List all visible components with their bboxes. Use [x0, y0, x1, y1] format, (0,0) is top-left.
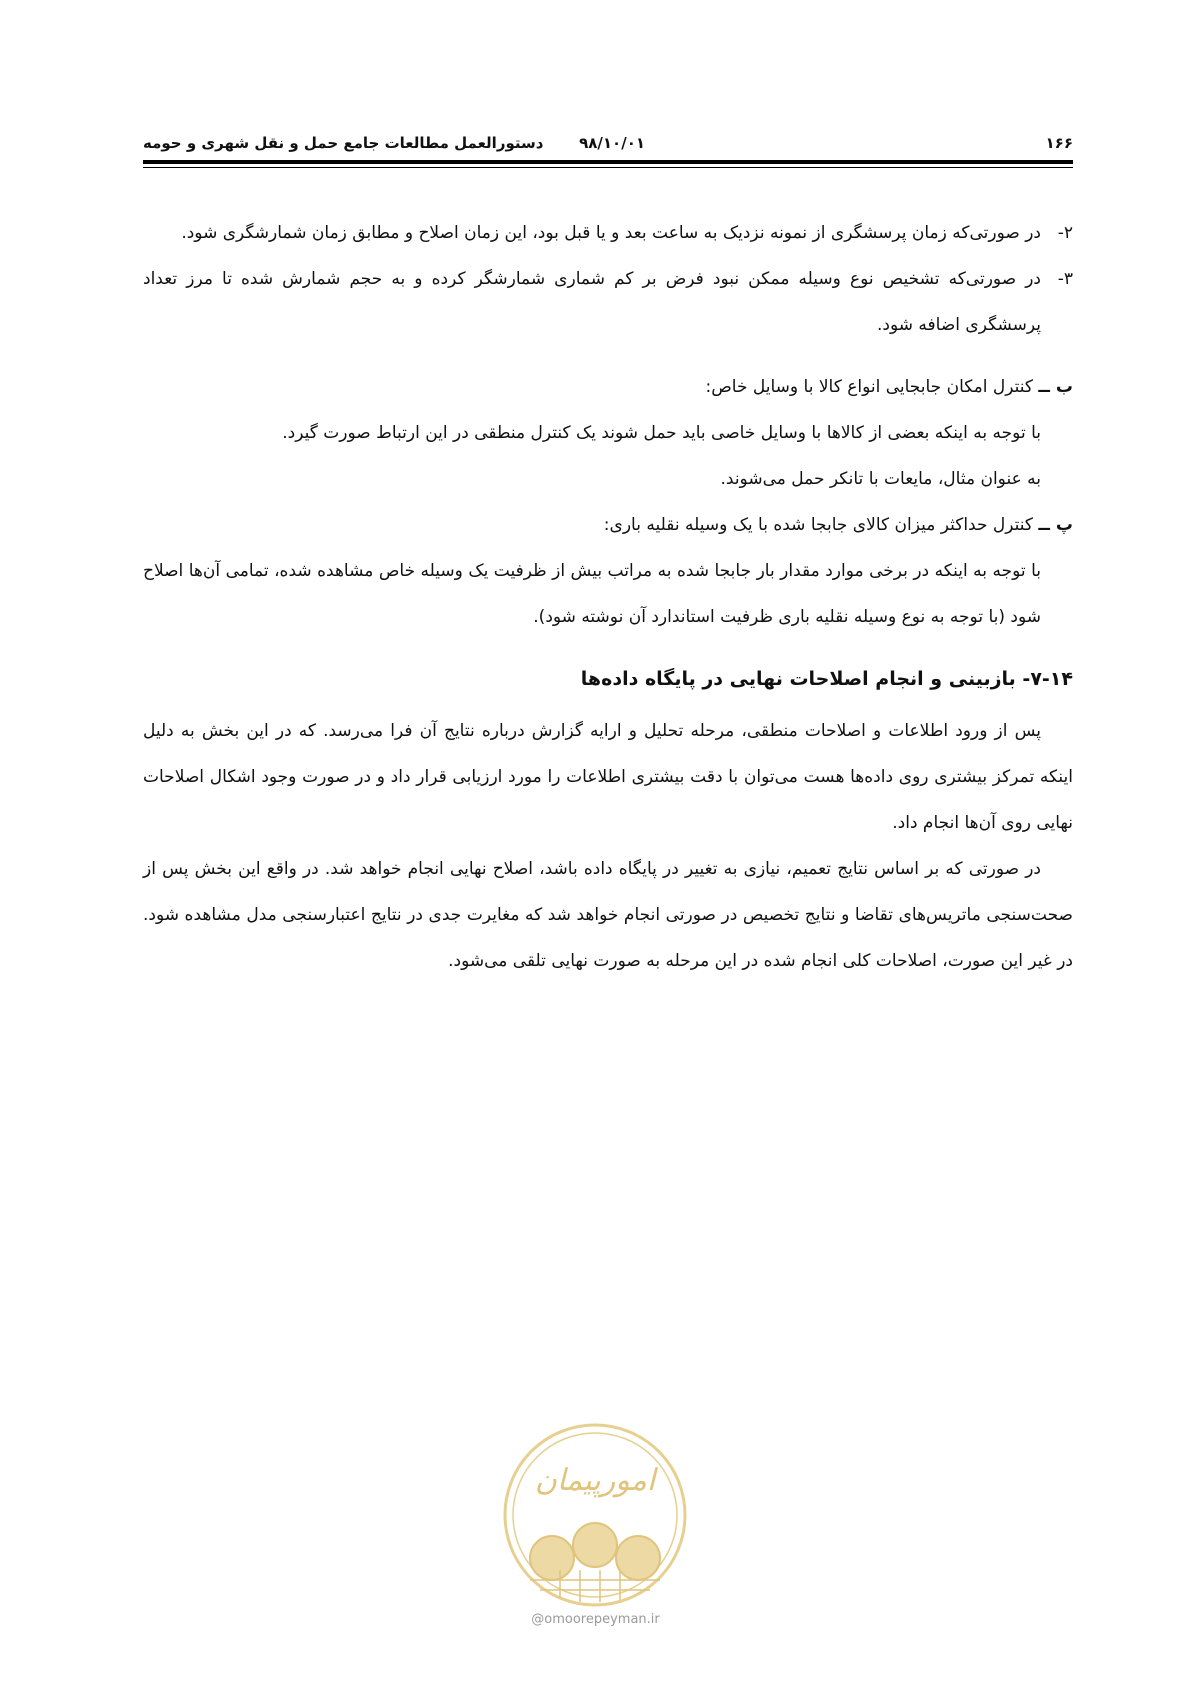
subsection-p-label: پ ــ: [1038, 515, 1073, 535]
watermark-seal: [500, 1420, 690, 1610]
body-paragraph: در صورتی که بر اساس نتایج تعمیم، نیازی به تغییر در پایگاه داده باشد، اصلاح نهایی انجام خواهد شد. در واقع این بخش پس از صحت‌سنجی ماتریس‌های تقاضا و نتایج تخصیص در صورتی انجام خواهد شد که مغایرت جدی در نتایج اعتبارسنجی مدل مشاهده شود. در غیر این صورت، اصلاحات کلی انجام شده در این مرحله به صورت نهایی تلقی می‌شود.: [143, 859, 1073, 971]
body-paragraph: پس از ورود اطلاعات و اصلاحات منطقی، مرحله تحلیل و ارایه گزارش درباره نتایج آن فرا می‌رسد. که در این بخش به دلیل اینکه تمرکز بیشتری روی داده‌ها هست می‌توان با دقت بیشتری اطلاعات را مورد ارزیابی قرار داد و در صورت وجود اشکال اصلاحات نهایی روی آن‌ها انجام داد.: [143, 721, 1073, 833]
website-watermark: @omoorepeyman.ir: [531, 1612, 660, 1627]
subsection-b-line-1: با توجه به اینکه بعضی از کالاها با وسایل خاصی باید حمل شوند یک کنترل منطقی در این ارتباط صورت گیرد.: [282, 423, 1041, 443]
item-marker: ۲-: [1057, 223, 1073, 243]
subsection-b-label: ب ــ: [1038, 377, 1073, 397]
subsection-p-title: کنترل حداکثر میزان کالای جابجا شده با یک وسیله نقلیه باری:: [603, 515, 1033, 535]
gear-icon: [530, 1523, 660, 1580]
page-number: ۱۶۶: [1045, 134, 1073, 152]
header-rule-thick: [143, 160, 1073, 164]
document-title: دستورالعمل مطالعات جامع حمل و نقل شهری و حومه: [143, 134, 544, 152]
header-rule-thin: [143, 167, 1073, 168]
subsection-b-title: کنترل امکان جابجایی انواع کالا با وسایل خاص:: [705, 377, 1033, 397]
page-body: [143, 210, 1073, 984]
page-header: [143, 130, 1073, 158]
numbered-item: [143, 210, 1073, 256]
subsection-b-line-2: به عنوان مثال، مایعات با تانکر حمل می‌شوند.: [720, 469, 1041, 489]
item-marker: ۳-: [1057, 269, 1073, 289]
subsection-b-heading: [143, 364, 1073, 410]
numbered-item: [143, 256, 1073, 348]
section-heading: ۷-۱۴- بازبینی و انجام اصلاحات نهایی در پایگاه داده‌ها: [580, 668, 1073, 690]
seal-text: امورپیمان: [534, 1463, 656, 1498]
item-text: در صورتی‌که تشخیص نوع وسیله ممکن نبود فرض بر کم شماری شمارشگر کرده و به حجم شمارش شده تا مرز تعداد پرسشگری اضافه شود.: [143, 269, 1041, 335]
subsection-p-text: با توجه به اینکه در برخی موارد مقدار بار جابجا شده به مراتب بیش از ظرفیت یک وسیله خاص مشاهده شده، تمامی آن‌ها اصلاح شود (با توجه به نوع وسیله نقلیه باری ظرفیت استاندارد آن نوشته شود).: [143, 561, 1041, 627]
header-date: ۹۸/۱۰/۰۱: [579, 134, 645, 152]
subsection-p-heading: [143, 502, 1073, 548]
item-text: در صورتی‌که زمان پرسشگری از نمونه نزدیک به ساعت بعد و یا قبل بود، این زمان اصلاح و مطابق زمان شمارشگری شود.: [181, 223, 1041, 243]
